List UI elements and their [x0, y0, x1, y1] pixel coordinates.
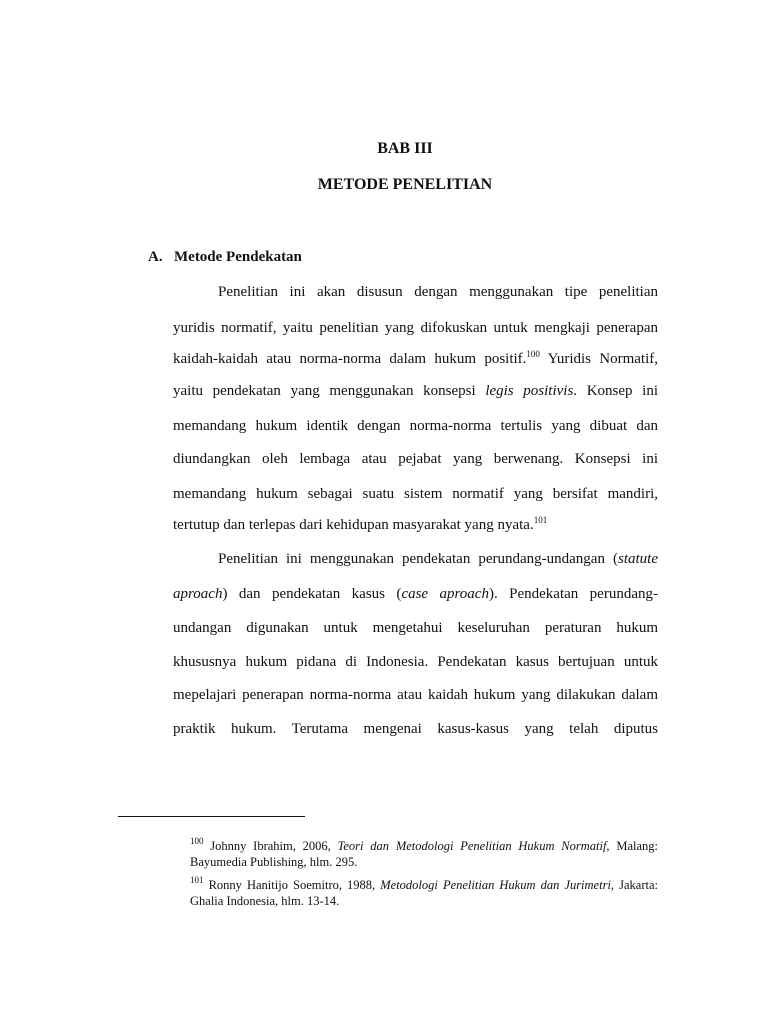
paragraph-line: [173, 449, 658, 469]
text-segment: yaitu pendekatan yang menggunakan konsepsi: [173, 383, 486, 399]
text-segment: Yuridis Normatif,: [539, 351, 659, 367]
paragraph-line: [173, 652, 658, 672]
footnote-ref: 100: [526, 349, 540, 359]
text-segment: statute: [618, 551, 658, 567]
footnote-number: 100: [190, 836, 204, 846]
paragraph-line: [173, 584, 658, 604]
text-segment: aproach: [173, 586, 223, 602]
footnote-ref: 101: [533, 515, 548, 525]
paragraph-line: [173, 318, 658, 338]
text-segment: diundangkan oleh lembaga atau pejabat yang berwenang. Konsepsi ini: [173, 451, 658, 467]
paragraph-line: [173, 349, 658, 369]
footnote: [118, 838, 658, 870]
text-segment: . Konsep ini: [573, 383, 658, 399]
footnote-title: Teori dan Metodologi Penelitian Hukum Normatif: [337, 839, 607, 853]
text-segment: case aproach: [401, 586, 489, 602]
text-segment: undangan digunakan untuk mengetahui keseluruhan peraturan hukum: [173, 620, 658, 636]
footnote-text: , Jakarta: Ghalia Indonesia, hlm. 13-14.: [190, 878, 658, 908]
footnote-title: Metodologi Penelitian Hukum dan Jurimetri: [380, 878, 611, 892]
paragraph-line: [173, 515, 658, 535]
text-segment: tertutup dan terlepas dari kehidupan masyarakat yang nyata.: [173, 517, 534, 533]
text-segment: ) dan pendekatan kasus (: [222, 586, 402, 602]
paragraph-line: [173, 618, 658, 638]
chapter-title: METODE PENELITIAN: [317, 176, 493, 193]
text-segment: praktik hukum. Terutama mengenai kasus-kasus yang telah diputus: [173, 721, 658, 737]
text-segment: legis positivis: [485, 383, 574, 399]
paragraph-line: [173, 416, 658, 436]
text-segment: ). Pendekatan perundang-: [488, 586, 658, 602]
section-title: Metode Pendekatan: [174, 249, 302, 265]
footnote-text: , Malang: Bayumedia Publishing, hlm. 295.: [190, 839, 658, 869]
chapter-heading: BAB III: [377, 140, 433, 157]
text-segment: Penelitian ini akan disusun dengan menggunakan tipe penelitian: [218, 284, 658, 300]
text-segment: mepelajari penerapan norma-norma atau kaidah hukum yang dilakukan dalam: [173, 687, 658, 703]
footnote-text: Ronny Hanitijo Soemitro, 1988,: [203, 878, 381, 892]
text-segment: kaidah-kaidah atau norma-norma dalam hukum positif.: [173, 351, 527, 367]
paragraph-line: [173, 685, 658, 705]
footnote-number: 101: [190, 875, 204, 885]
paragraph-line: [218, 282, 658, 302]
text-segment: Penelitian ini menggunakan pendekatan perundang-undangan (: [218, 551, 618, 567]
text-segment: memandang hukum sebagai suatu sistem normatif yang bersifat mandiri,: [173, 486, 658, 502]
text-segment: khususnya hukum pidana di Indonesia. Pendekatan kasus bertujuan untuk: [173, 654, 658, 670]
footnote-separator: [118, 816, 305, 817]
paragraph-line: [173, 484, 658, 504]
text-segment: yuridis normatif, yaitu penelitian yang difokuskan untuk mengkaji penerapan: [173, 320, 658, 336]
footnote: [118, 877, 658, 909]
footnote-text: Johnny Ibrahim, 2006,: [203, 839, 338, 853]
paragraph-line: [173, 381, 658, 401]
section-number: A.: [148, 249, 163, 265]
text-segment: memandang hukum identik dengan norma-norma tertulis yang dibuat dan: [173, 418, 658, 434]
paragraph-line: [218, 549, 658, 569]
paragraph-line: [173, 719, 658, 739]
